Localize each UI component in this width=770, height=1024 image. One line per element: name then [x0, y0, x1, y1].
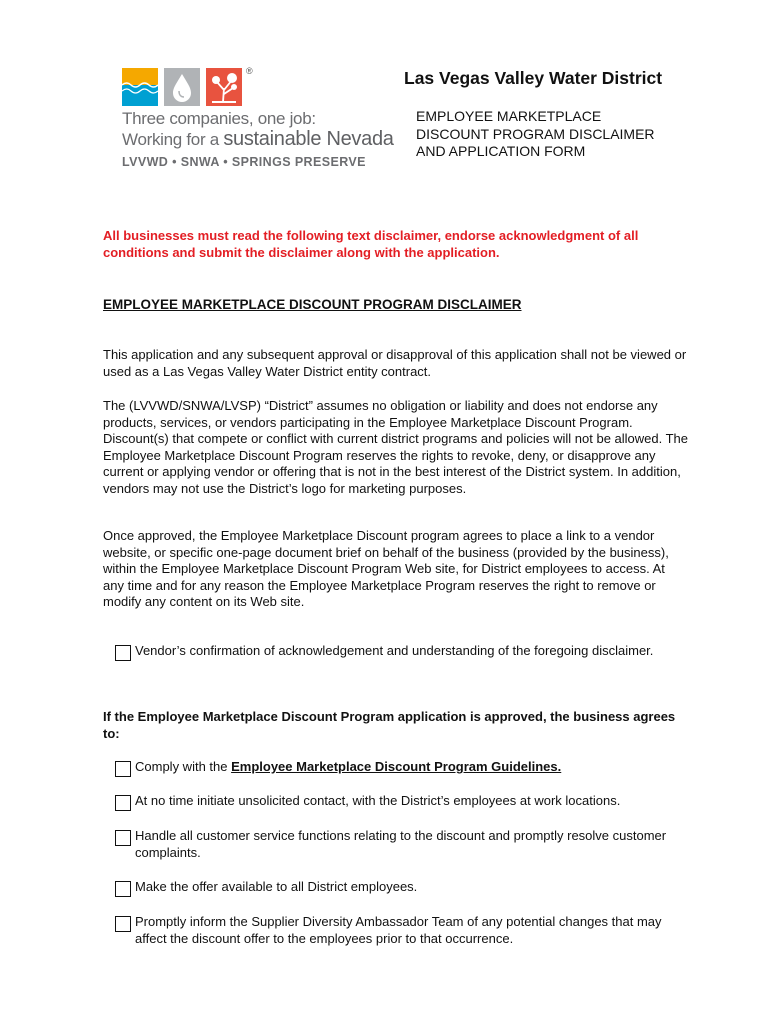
- guidelines-label: [135, 759, 675, 776]
- acknowledgement-checkbox[interactable]: [115, 645, 131, 661]
- availability-label: Make the offer available to all District employees.: [135, 879, 418, 894]
- form-title: [416, 108, 716, 161]
- paragraph-contract: This application and any subsequent approval or disapproval of this application shall not be viewed or used as a Las Vegas Valley Water District entity contract.: [103, 347, 687, 379]
- paragraph-approval: Once approved, the Employee Marketplace Discount program agrees to place a link to a vendor website, or specific one-page document brief on behalf of the business (provided by the business), within the Employee Marketplace Discount Program Web site, for District employees to access. At any time and for any reason the Employee Marketplace Program reserves the right to remove or modify any content on its Web site.: [103, 528, 669, 610]
- form-title-line-1: EMPLOYEE MARKETPLACE: [416, 108, 602, 124]
- tagline-emphasis: sustainable Nevada: [223, 128, 394, 150]
- guidelines-link[interactable]: Employee Marketplace Discount Program Guidelines.: [231, 759, 562, 774]
- logo-tagline: [122, 108, 394, 150]
- lvvwd-tile-icon: [122, 68, 158, 106]
- district-name: Las Vegas Valley Water District: [404, 68, 663, 88]
- contact-label: At no time initiate unsolicited contact, with the District’s employees at work locations.: [135, 793, 621, 808]
- registered-mark: ®: [246, 66, 253, 76]
- tagline-prefix: Working for a: [122, 130, 224, 149]
- organization-logo: [120, 66, 394, 176]
- tagline-line-1: Three companies, one job:: [122, 109, 316, 128]
- springs-preserve-tree-tile-icon: [206, 68, 242, 106]
- notice-text: All businesses must read the following text disclaimer, endorse acknowledgment of all conditions and submit the disclaimer along with the application.: [103, 228, 639, 260]
- form-title-line-3: AND APPLICATION FORM: [416, 143, 586, 159]
- customer-service-label: Handle all customer service functions relating to the discount and promptly resolve customer complaints.: [135, 828, 667, 860]
- snwa-drop-tile-icon: [164, 68, 200, 106]
- form-title-line-2: DISCOUNT PROGRAM DISCLAIMER: [416, 125, 655, 142]
- availability-checkbox[interactable]: [115, 881, 131, 897]
- tagline-line-2: [122, 129, 394, 150]
- logo-agencies: LVVWD • SNWA • SPRINGS PRESERVE: [122, 155, 366, 169]
- agreement-heading: If the Employee Marketplace Discount Program application is approved, the business agrees to:: [103, 709, 676, 741]
- guidelines-prefix: Comply with the: [135, 759, 232, 774]
- contact-checkbox[interactable]: [115, 795, 131, 811]
- notify-changes-checkbox[interactable]: [115, 916, 131, 932]
- guidelines-checkbox[interactable]: [115, 761, 131, 777]
- paragraph-liability: The (LVVWD/SNWA/LVSP) “District” assumes no obligation or liability and does not endorse any products, services, or vendors participating in the Employee Marketplace Discount Program. Discount(s) that compete or conflict with current district programs and policies will not be allowed. The Employee Marketplace Discount Program reserves the rights to revoke, deny, or disapprove any current or applying vendor or offering that is not in the best interest of the District system. In addition, vendors may not use the District’s logo for marketing purposes.: [103, 398, 689, 496]
- acknowledgement-label: Vendor’s confirmation of acknowledgement and understanding of the foregoing disclaimer.: [135, 643, 654, 658]
- notify-changes-label: Promptly inform the Supplier Diversity Ambassador Team of any potential changes that may affect the discount offer to the employees prior to that occurrence.: [135, 914, 662, 946]
- section-title: EMPLOYEE MARKETPLACE DISCOUNT PROGRAM DISCLAIMER: [103, 297, 522, 312]
- customer-service-checkbox[interactable]: [115, 830, 131, 846]
